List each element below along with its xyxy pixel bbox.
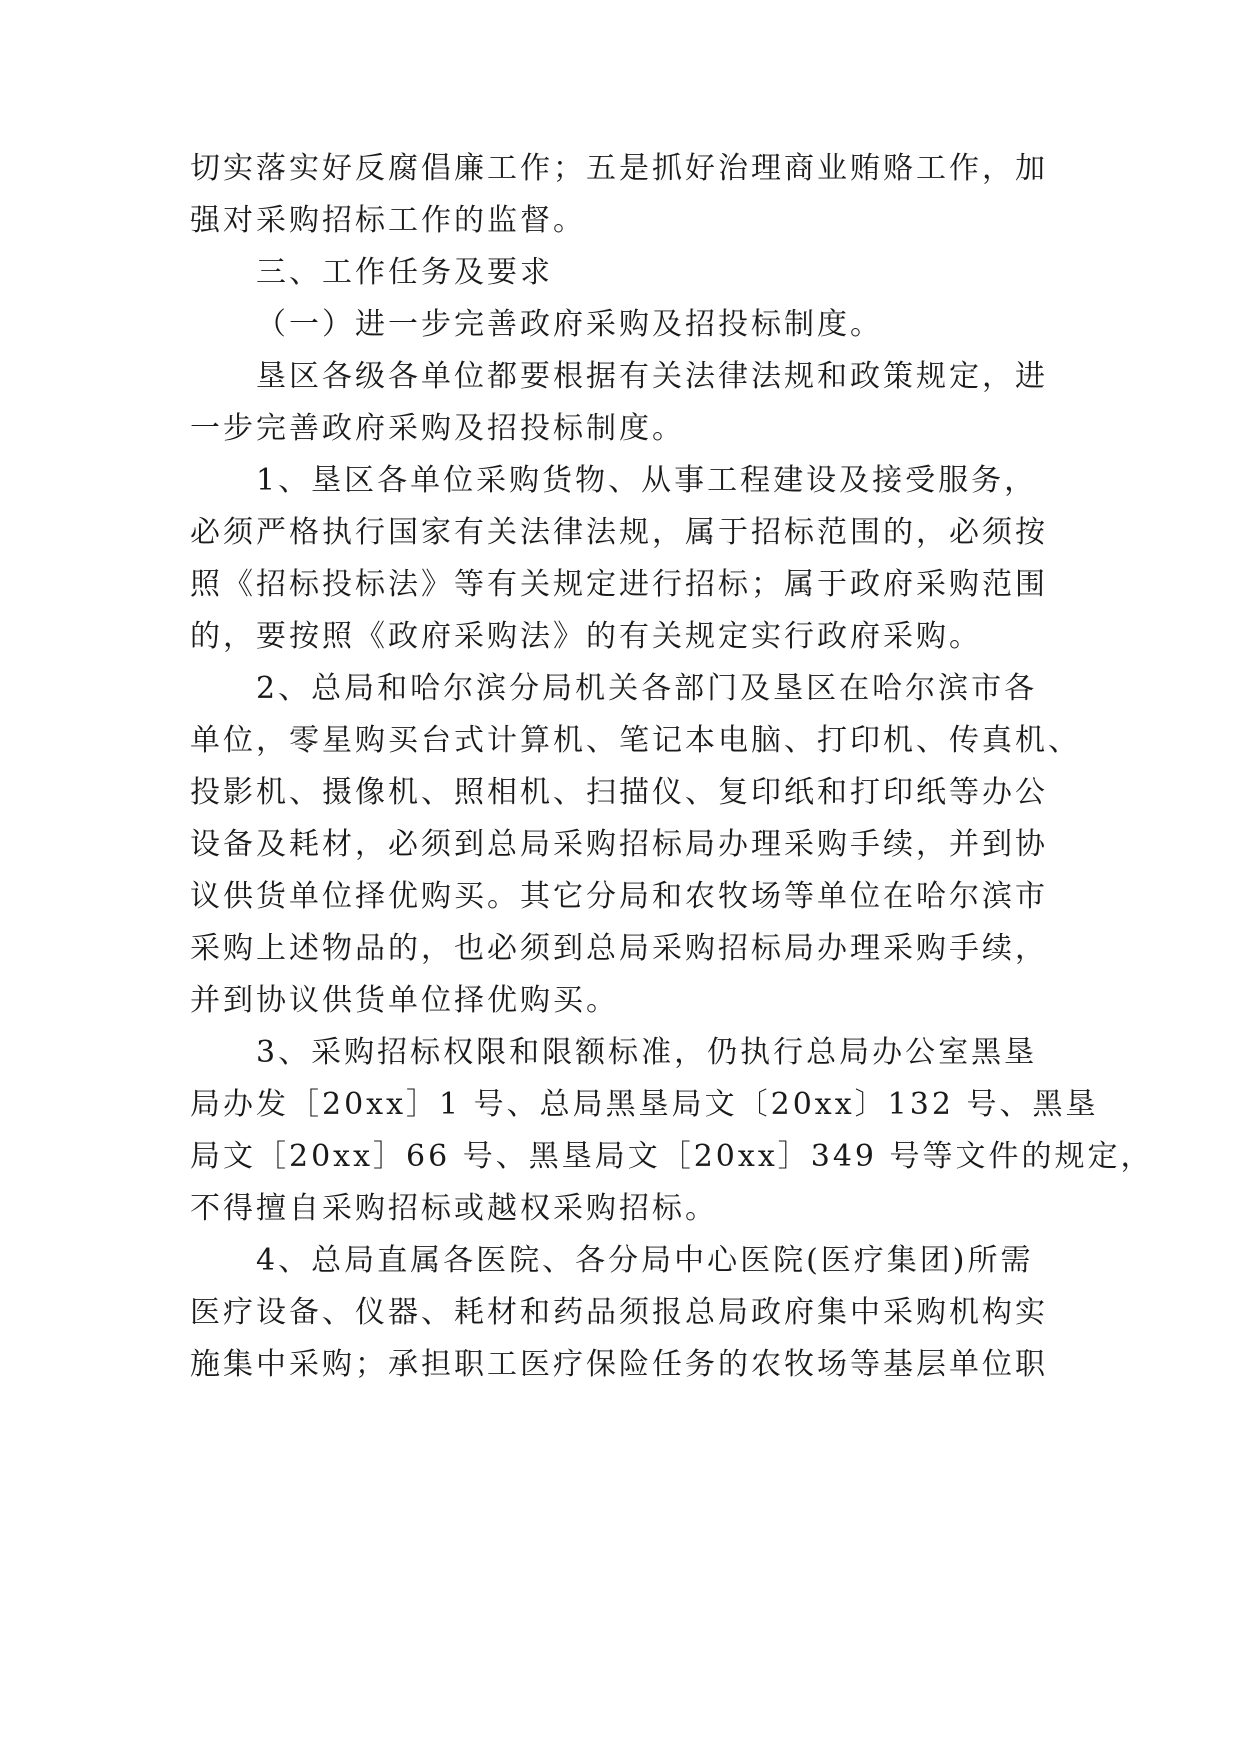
text-line: 设备及耗材，必须到总局采购招标局办理采购手续，并到协 bbox=[190, 827, 1048, 862]
text-line: 2、总局和哈尔滨分局机关各部门及垦区在哈尔滨市各 bbox=[256, 671, 1038, 706]
text-line: 4、总局直属各医院、各分局中心医院(医疗集团)所需 bbox=[256, 1243, 1034, 1278]
text-line: 局文［20xx］66 号、黑垦局文［20xx］349 号等文件的规定， bbox=[190, 1139, 1154, 1174]
text-line: 照《招标投标法》等有关规定进行招标；属于政府采购范围 bbox=[190, 567, 1048, 602]
section-heading: 三、工作任务及要求 bbox=[256, 255, 553, 290]
text-line: 必须严格执行国家有关法律法规，属于招标范围的，必须按 bbox=[190, 515, 1048, 550]
text-line: 不得擅自采购招标或越权采购招标。 bbox=[190, 1191, 718, 1226]
text-line: 的，要按照《政府采购法》的有关规定实行政府采购。 bbox=[190, 619, 982, 654]
text-line: 3、采购招标权限和限额标准，仍执行总局办公室黑垦 bbox=[256, 1035, 1038, 1070]
text-line: 施集中采购；承担职工医疗保险任务的农牧场等基层单位职 bbox=[190, 1347, 1048, 1382]
subsection-heading: （一）进一步完善政府采购及招投标制度。 bbox=[256, 307, 883, 342]
text-line: 医疗设备、仪器、耗材和药品须报总局政府集中采购机构实 bbox=[190, 1295, 1048, 1330]
text-line: 投影机、摄像机、照相机、扫描仪、复印纸和打印纸等办公 bbox=[190, 775, 1048, 810]
text-line: 垦区各级各单位都要根据有关法律法规和政策规定，进 bbox=[256, 359, 1048, 394]
text-line: 采购上述物品的，也必须到总局采购招标局办理采购手续， bbox=[190, 931, 1048, 966]
text-line: 局办发［20xx］1 号、总局黑垦局文〔20xx〕132 号、黑垦 bbox=[190, 1087, 1099, 1122]
text-line: 议供货单位择优购买。其它分局和农牧场等单位在哈尔滨市 bbox=[190, 879, 1048, 914]
text-line: 单位，零星购买台式计算机、笔记本电脑、打印机、传真机、 bbox=[190, 723, 1081, 758]
text-line: 强对采购招标工作的监督。 bbox=[190, 203, 586, 238]
text-line: 一步完善政府采购及招投标制度。 bbox=[190, 411, 685, 446]
text-line: 1、垦区各单位采购货物、从事工程建设及接受服务， bbox=[256, 463, 1038, 498]
text-line: 并到协议供货单位择优购买。 bbox=[190, 983, 619, 1018]
text-line: 切实落实好反腐倡廉工作；五是抓好治理商业贿赂工作，加 bbox=[190, 151, 1048, 186]
